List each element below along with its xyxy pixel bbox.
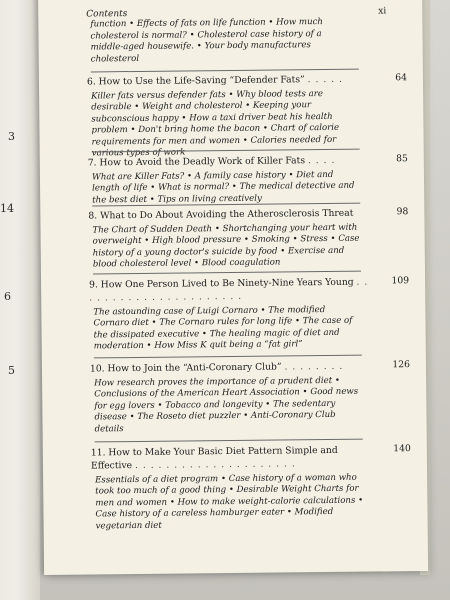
page-number: 126 — [392, 359, 411, 371]
toc-entry-6 — [87, 72, 408, 160]
divider — [94, 355, 362, 359]
page-number: 98 — [396, 206, 409, 218]
toc-entry-7 — [88, 153, 409, 207]
running-head: Contents — [86, 9, 128, 20]
continued-description: function • Effects of fats on life function • How much cholesterol is normal? • Cholesterol case history of a middle-aged housewife. • Your body manufactures cholesterol — [90, 17, 323, 65]
divider — [91, 69, 359, 73]
chapter-title: 7. How to Avoid the Deadly Work of Killer Fats . . . . — [87, 154, 336, 169]
chapter-description: Killer fats versus defender fats • Why blood tests are desirable • Weight and cholesterol • Keeping your subconscious happy • How a taxi driver beat his health problem • Don't bring home the bacon • Chart of calorie requirements for men and women • Calories needed for various types of work — [91, 89, 340, 159]
page-number: 85 — [396, 153, 408, 165]
left-page-number: 5 — [8, 364, 15, 377]
chapter-description: The astounding case of Luigi Cornaro • The modified Cornaro diet • The Cornaro rules for long life • The case of the dissipated executive • The healing magic of diet and moderation • How Miss K quit being a “fat girl” — [93, 305, 353, 352]
chapter-title: 11. How to Make Your Basic Diet Pattern Simple and Effective . . . . . . . . . . . . . . . . . . . . . — [90, 444, 338, 472]
leader-dots: . . . . . . . . . . . . . . . . . . . . . — [134, 458, 296, 472]
page-number: 140 — [393, 443, 411, 455]
leader-dots: . . . . . . . . — [284, 360, 344, 373]
toc-entry-9 — [89, 275, 410, 353]
left-page-edge — [0, 0, 40, 600]
chapter-title: 9. How One Person Lived to Be Ninety-Nine Years Young . . . . . . . . . . . . . . . . . . . . . . — [89, 276, 369, 304]
left-page-number: 6 — [4, 290, 11, 303]
chapter-title: 8. What to Do About Avoiding the Atherosclerosis Threat — [88, 207, 354, 222]
chapter-description: What are Killer Fats? • A family case history • Diet and length of life • What is normal? • The medical detective and the best diet • Tips on living creatively — [91, 169, 355, 206]
chapter-description: Essentials of a diet program • Case history of a woman who took too much of a good thing • Desirable Weight Charts for men and women • How to make weight-calorie calculations • Case history of a careless hamburger eater • Modified vegetarian diet — [95, 472, 364, 532]
left-page-number: 14 — [0, 202, 14, 215]
divider — [95, 439, 363, 443]
book-page — [38, 0, 428, 575]
page-folio: xi — [378, 6, 387, 17]
toc-entry-10 — [90, 359, 411, 435]
chapter-description: How research proves the importance of a prudent diet • Conclusions of the American Heart Association • Good news for egg lovers • Tobacco and longevity • The sedentary disease • The Roseto diet puzzler • Anti-Coronary Club details — [94, 375, 359, 435]
leader-dots: . . . . . . . . . . . . . . . . . . . . . . — [89, 276, 369, 304]
left-page-number: 3 — [8, 130, 15, 143]
chapter-title: 10. How to Join the “Anti-Coronary Club” . . . . . . . . — [89, 360, 344, 375]
chapter-description: The Chart of Sudden Death • Shortchanging your heart with overweight • High blood pressure • Smoking • Stress • Case history of a young doctor's suicide by food • Exercise and blood cholesterol level • Blood coagulation — [92, 222, 360, 270]
leader-dots: . . . . — [307, 154, 336, 167]
page-number: 64 — [395, 72, 407, 84]
leader-dots: . . . . . — [307, 73, 343, 86]
page-number: 109 — [391, 275, 410, 287]
chapter-title: 6. How to Use the Life-Saving “Defender Fats” . . . . . — [86, 73, 343, 88]
divider — [93, 271, 361, 275]
toc-entry-8 — [88, 206, 409, 271]
toc-entry-11 — [91, 443, 412, 532]
